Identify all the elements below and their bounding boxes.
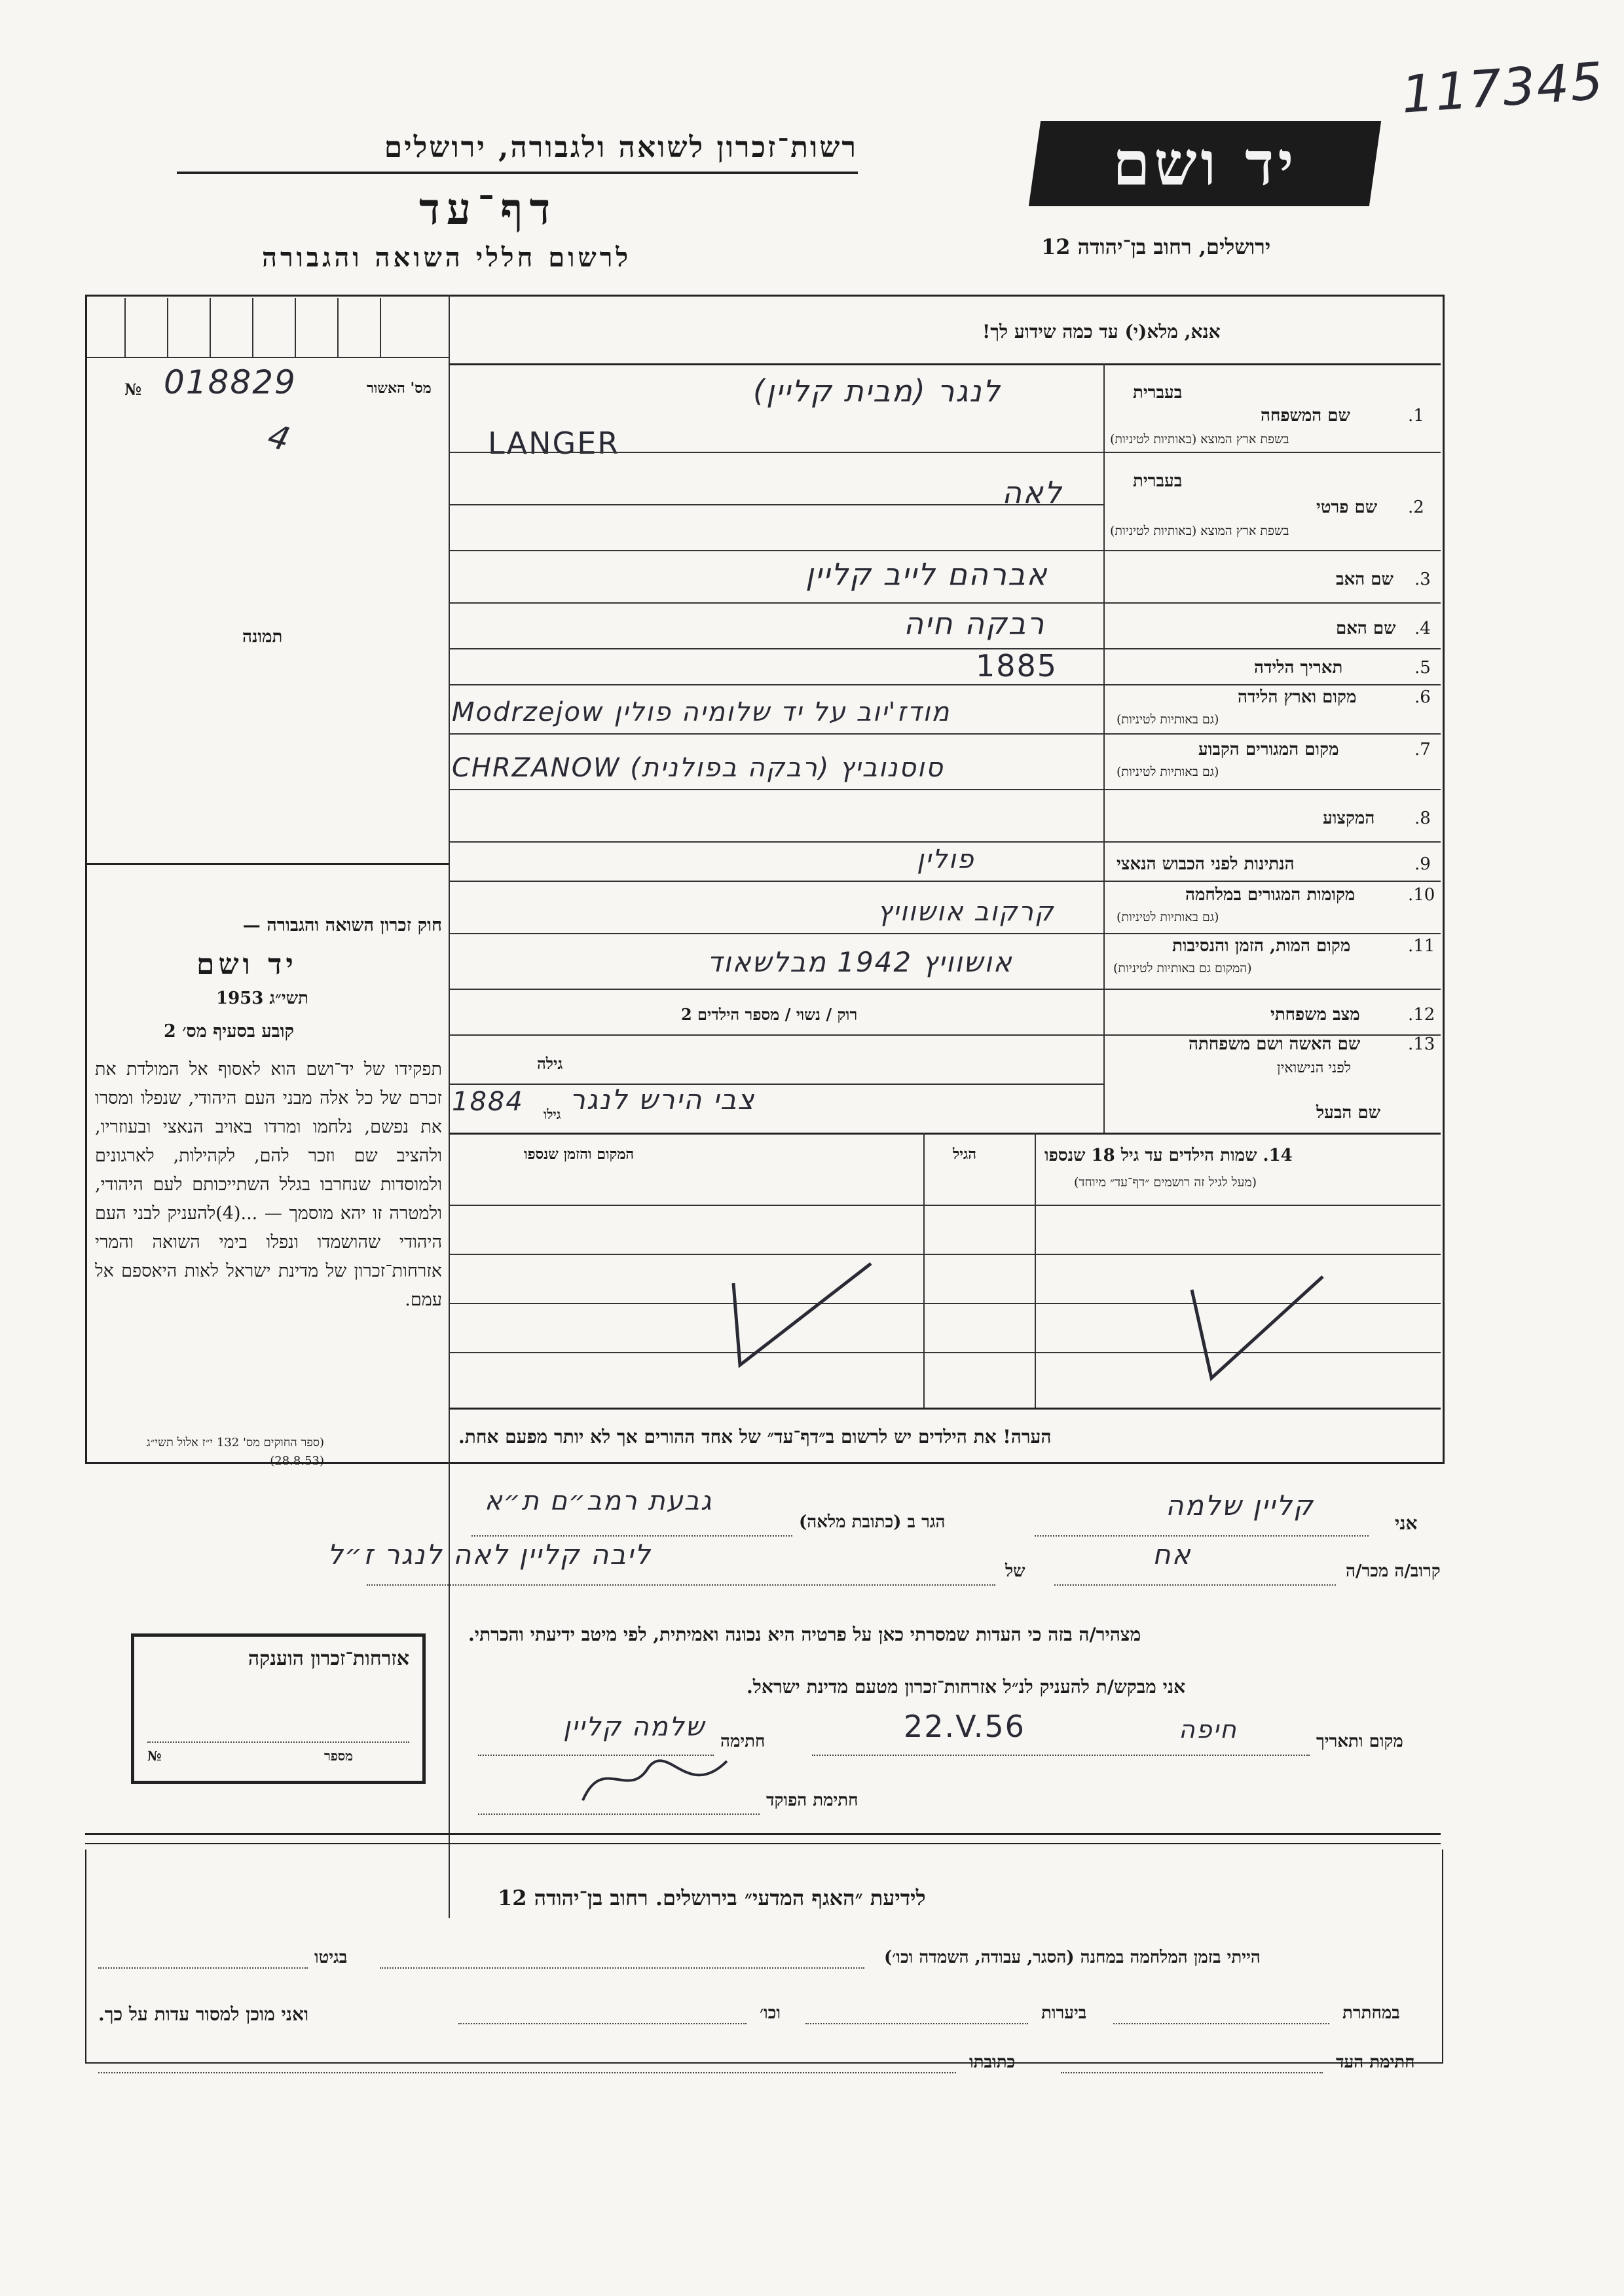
intro-divider bbox=[449, 363, 1441, 365]
decl-statement: מצהיר/ה בזה כי העדות שמסרתי כאן על פרטיה היא נכונה ואמיתית, לפי מיטב ידיעתי והכרתי. bbox=[468, 1624, 1141, 1645]
decl-i-value: קליין שלמה bbox=[1166, 1489, 1314, 1522]
children-note: הערה! את הילדים יש לרשום ב״דף־עד״ של אחד ההורים אך לא יותר מפעם אחת. bbox=[458, 1426, 1052, 1448]
field-7-label: מקום המגורים הקבוע bbox=[1198, 740, 1339, 759]
field-1-value-latin: LANGER bbox=[488, 426, 620, 461]
label-column-divider bbox=[1103, 363, 1105, 1133]
field-5-value: 1885 bbox=[976, 648, 1058, 683]
field-11-value: אושוויץ 1942 מבלשאוד bbox=[707, 946, 1013, 978]
field-6-label: מקום וארץ הלידה bbox=[1238, 687, 1357, 707]
citizenship-box bbox=[131, 1633, 426, 1784]
bottom-divider-1 bbox=[85, 1833, 1441, 1835]
authority-title: רשות־זכרון לשואה ולגבורה, ירושלים bbox=[384, 131, 858, 164]
page-subtitle: לרשום חללי השואה והגבורה bbox=[262, 242, 632, 273]
law-clause: קובע בסעיף מס׳ 2 bbox=[164, 1021, 294, 1042]
bottom-line2-b: ביערות bbox=[1041, 2003, 1087, 2023]
authority-underline bbox=[177, 172, 858, 174]
left-column-divider bbox=[449, 295, 450, 1918]
cert-suffix: 4 bbox=[264, 416, 295, 460]
bottom-line1-a: הייתי בזמן המלחמה במחנה (הסגר, עבודה, השמדה וכו׳) bbox=[884, 1948, 1261, 1967]
photo-bottom-line bbox=[87, 863, 449, 865]
bottom-line1-b: בגיטו bbox=[314, 1948, 348, 1967]
field-1-value-hebrew: לנגר (מבית קליין) bbox=[753, 373, 1001, 409]
decl-resides-value: גבעת רמב״ם ת״א bbox=[485, 1486, 713, 1516]
bottom-line2-c: וכו׳ bbox=[760, 2003, 781, 2023]
field-2-sub: בשפת ארץ המוצא (באותיות לטיניות) bbox=[1110, 524, 1289, 538]
field-10-num: 10. bbox=[1408, 885, 1435, 905]
citizenship-no-label: № bbox=[147, 1748, 162, 1764]
decl-relative-value: אח bbox=[1153, 1539, 1192, 1571]
header-address: ירושלים, רחוב בן־יהודה 12 bbox=[1041, 234, 1271, 259]
field-1-label: שם המשפחה bbox=[1261, 406, 1350, 426]
decl-request: אני מבקש/ת להעניק לנ״ל אזרחות־זכרון מטעם מדינת ישראל. bbox=[747, 1676, 1186, 1698]
field-1-num: 1. bbox=[1408, 406, 1424, 426]
field-11-sub: (המקום גם באותיות לטיניות) bbox=[1113, 961, 1252, 975]
citizenship-number-label: מספר bbox=[324, 1748, 353, 1764]
field-1-hebrew-tag: בעברית bbox=[1133, 383, 1183, 403]
children-sub: (מעל לגיל זה רושמים ״דף־עד״ מיוחד) bbox=[1074, 1175, 1257, 1190]
field-12-num: 12. bbox=[1408, 1005, 1435, 1025]
field-13-num: 13. bbox=[1408, 1034, 1435, 1054]
bottom-title: לידיעת ״האגף המדעי״ בירושלים. רחוב בן־יהודה 12 bbox=[498, 1886, 926, 1910]
cert-label: מס' האשור bbox=[367, 380, 432, 397]
logo-text: יד ושם bbox=[1112, 128, 1298, 199]
field-13-label: שם האשה ושם משפחתה bbox=[1189, 1034, 1361, 1054]
field-2-label: שם פרטי bbox=[1316, 498, 1378, 517]
bottom-line2-a: במחתרת bbox=[1342, 2003, 1400, 2023]
field-6-sub: (גם באותיות לטיניות) bbox=[1116, 712, 1219, 727]
law-title: חוק זכרון השואה והגבורה — bbox=[242, 915, 442, 936]
field-12-label: מצב משפחתי bbox=[1270, 1005, 1360, 1025]
field-4-value: רבקה חיה bbox=[904, 606, 1046, 641]
children-empty-mark-left bbox=[720, 1250, 877, 1375]
decl-place-date-label: מקום ותאריך bbox=[1316, 1732, 1403, 1751]
field-10-label: מקומות המגורים במלחמה bbox=[1185, 885, 1356, 905]
officer-signature bbox=[576, 1741, 733, 1813]
field-2-value: לאה bbox=[1002, 475, 1063, 510]
cert-no-label: № bbox=[124, 380, 142, 399]
field-8-label: המקצוע bbox=[1323, 809, 1375, 828]
field-10-sub: (גם באותיות לטיניות) bbox=[1116, 910, 1219, 924]
children-col-age: הגיל bbox=[953, 1146, 976, 1163]
husband-value: צבי הירש לנגר bbox=[570, 1084, 756, 1116]
field-13-sub: לפני הנישואין bbox=[1277, 1060, 1352, 1076]
citizenship-title: אזרחות־זכרון הוענקה bbox=[248, 1647, 409, 1670]
field-9-label: הנתינות לפני הכבוש הנאצי bbox=[1116, 854, 1295, 874]
field-5-num: 5. bbox=[1414, 658, 1431, 678]
decl-officer-label: חתימת הפוקד bbox=[766, 1791, 858, 1810]
stamp-number: 117345 bbox=[1399, 52, 1606, 125]
field-3-value: אברהם לייב קליין bbox=[805, 556, 1048, 592]
field-2-hebrew-tag: בעברית bbox=[1133, 471, 1183, 491]
bottom-line3-b: כתובתו bbox=[969, 2052, 1016, 2072]
decl-signature-value: שלמה קליין bbox=[563, 1712, 705, 1742]
field-9-value: פולין bbox=[917, 845, 975, 875]
bottom-divider-2 bbox=[85, 1843, 1441, 1844]
field-7-num: 7. bbox=[1414, 740, 1431, 759]
decl-date-value: 22.V.56 bbox=[904, 1709, 1025, 1744]
husband-label: שם הבעל bbox=[1316, 1103, 1381, 1123]
husband-born-label: גילו bbox=[544, 1106, 561, 1122]
photo-label: תמונה bbox=[242, 627, 283, 647]
decl-signature-label: חתימה bbox=[720, 1732, 766, 1751]
children-label: 14. שמות הילדים עד גיל 18 שנספו bbox=[1044, 1146, 1293, 1165]
decl-of-label: של bbox=[1005, 1561, 1025, 1581]
law-source: (ספר החוקים מס' 132 י״ז אלול תשי״ג (28.8.53) bbox=[146, 1436, 324, 1468]
field-6-num: 6. bbox=[1414, 687, 1431, 707]
decl-place-value: חיפה bbox=[1179, 1715, 1238, 1744]
field-7-sub: (גם באותיות לטיניות) bbox=[1116, 765, 1219, 779]
yad-vashem-logo bbox=[1029, 121, 1381, 206]
field-7-value: סוסנוביץ (רבקה בפולנית) CHRZANOW bbox=[452, 753, 944, 783]
field-13-age-label: גילה bbox=[537, 1054, 563, 1073]
field-12-value: רוק / נשוי / מספר הילדים 2 bbox=[681, 1005, 858, 1024]
field-11-label: מקום המות, הזמן והנסיבות bbox=[1172, 936, 1351, 956]
form-intro: אנא, מלא(י) עד כמה שידוע לך! bbox=[982, 321, 1221, 342]
page-title: דף־עד bbox=[419, 183, 557, 234]
bottom-line3-a: חתימת העד bbox=[1336, 2052, 1415, 2072]
field-2-num: 2. bbox=[1408, 498, 1424, 517]
field-5-label: תאריך הלידה bbox=[1254, 658, 1343, 678]
field-1-sub: בשפת ארץ המוצא (באותיות לטיניות) bbox=[1110, 432, 1289, 446]
field-6-value: מודז'יוב על יד שלומיה פולין Modrzejow bbox=[452, 697, 951, 727]
field-4-label: שם האם bbox=[1336, 619, 1396, 638]
law-name: יד ושם bbox=[196, 948, 297, 981]
field-3-label: שם האב bbox=[1336, 570, 1393, 589]
law-body: תפקידו של יד־ושם הוא לאסוף אל המולדת את זכרם של כל אלה מבני העם היהודי, שנפלו ומסרו את נפשם, נלחמו ומרדו באויב הנאצי ובעוזריו, ולהציב שם וזכר להם, לקהילות, לארגונים ולמוסדות שנחרבו בגלל השתייכותם לעם היהודי, ולמטרה זו יהא מוסמך — ...(4)להעניק לבני העם היהודי שהושמדו ונפלו בימי השואה והמרי אזרחות־זכרון של מדינת ישראל לאות היאספם אל עמם. bbox=[95, 1059, 442, 1310]
decl-relative-label: קרוב/ה מכר/ה bbox=[1346, 1561, 1441, 1581]
field-9-num: 9. bbox=[1414, 854, 1431, 874]
field-3-num: 3. bbox=[1414, 570, 1431, 589]
law-year: תשי״ג 1953 bbox=[216, 989, 308, 1008]
field-8-num: 8. bbox=[1414, 809, 1431, 828]
husband-born-value: 1884 bbox=[452, 1087, 524, 1117]
decl-of-value: ליבה קליין לאה לנגר ז״ל bbox=[327, 1539, 652, 1571]
decl-resides-label: הגר ב (כתובת מלאה) bbox=[799, 1512, 946, 1532]
children-empty-mark-right bbox=[1172, 1264, 1329, 1388]
cert-number: 018829 bbox=[164, 363, 297, 401]
field-10-value: קרקוב אושוויץ bbox=[877, 897, 1055, 927]
field-11-num: 11. bbox=[1408, 936, 1435, 956]
decl-i-label: אני bbox=[1395, 1512, 1418, 1534]
bottom-line2-d: ואני מוכן למסור עדות על כך. bbox=[98, 2003, 309, 2025]
children-col-place: המקום והזמן שנספו bbox=[524, 1146, 635, 1163]
field-4-num: 4. bbox=[1414, 619, 1431, 638]
